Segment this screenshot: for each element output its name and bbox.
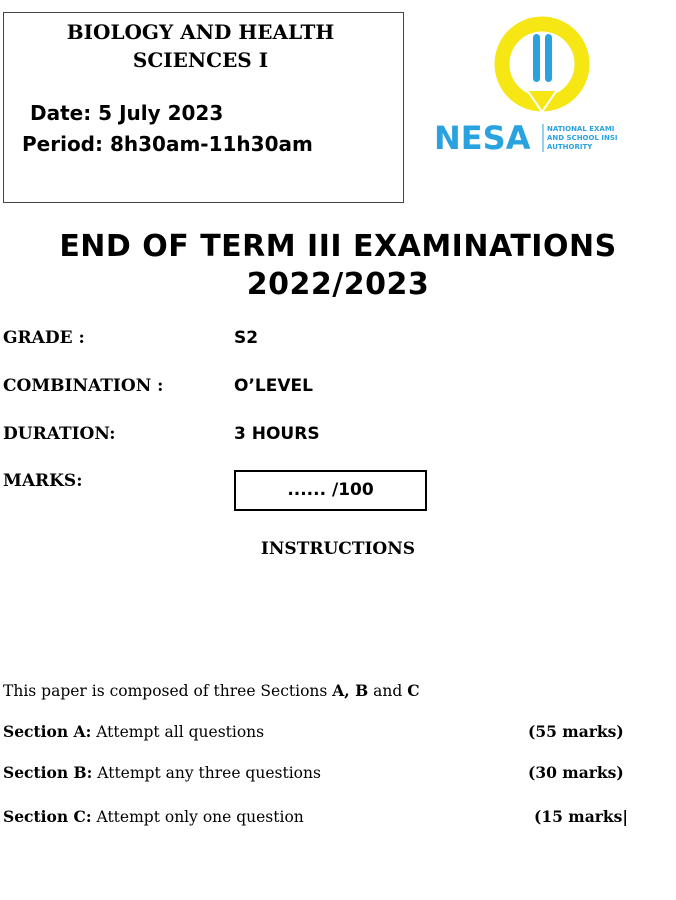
marks-label: MARKS: bbox=[3, 471, 83, 491]
logo-tagline-3: AUTHORITY bbox=[547, 143, 593, 151]
section-a-text: Attempt all questions bbox=[91, 723, 265, 741]
exam-title-line1: END OF TERM III EXAMINATIONS bbox=[59, 229, 617, 264]
logo-tagline-2: AND SCHOOL INSI bbox=[547, 134, 618, 142]
combination-label: COMBINATION : bbox=[3, 376, 164, 396]
exam-title-line2: 2022/2023 bbox=[246, 267, 430, 302]
intro-text: This paper is composed of three Sections bbox=[3, 682, 333, 700]
section-c-label: Section C: bbox=[3, 807, 92, 826]
duration-value: 3 HOURS bbox=[234, 424, 320, 444]
grade-value: S2 bbox=[234, 328, 259, 348]
section-c-marks: (15 marks| bbox=[534, 807, 629, 826]
exam-date: Date: 5 July 2023 bbox=[30, 101, 224, 125]
logo-tagline-1: NATIONAL EXAMI bbox=[547, 125, 615, 133]
nesa-logo bbox=[432, 12, 642, 162]
instructions-heading: INSTRUCTIONS bbox=[260, 539, 416, 559]
intro-section-c: C bbox=[407, 681, 420, 700]
section-b-line bbox=[3, 763, 321, 782]
section-b-marks: (30 marks) bbox=[528, 763, 624, 782]
duration-label: DURATION: bbox=[3, 424, 116, 444]
section-a-label: Section A: bbox=[3, 722, 92, 741]
logo-bar-right-icon bbox=[545, 34, 552, 82]
combination-value: O’LEVEL bbox=[234, 376, 313, 396]
grade-label: GRADE : bbox=[3, 328, 85, 348]
subject-title-line1: BIOLOGY AND HEALTH bbox=[66, 20, 335, 44]
logo-wordmark: NESA bbox=[434, 119, 531, 157]
section-b-text: Attempt any three questions bbox=[92, 764, 321, 782]
intro-sections-ab: A, B bbox=[332, 681, 369, 700]
marks-box: ...... /100 bbox=[234, 470, 427, 511]
section-b-label: Section B: bbox=[3, 763, 93, 782]
section-a-marks: (55 marks) bbox=[528, 722, 624, 741]
section-a-line bbox=[3, 722, 264, 741]
section-c-text: Attempt only one question bbox=[91, 808, 304, 826]
logo-bar-left-icon bbox=[533, 34, 540, 82]
intro-and: and bbox=[368, 682, 408, 700]
exam-period: Period: 8h30am-11h30am bbox=[22, 132, 313, 156]
section-c-line bbox=[3, 807, 304, 826]
instructions-intro bbox=[3, 681, 420, 700]
subject-title-line2: SCIENCES I bbox=[132, 48, 269, 72]
